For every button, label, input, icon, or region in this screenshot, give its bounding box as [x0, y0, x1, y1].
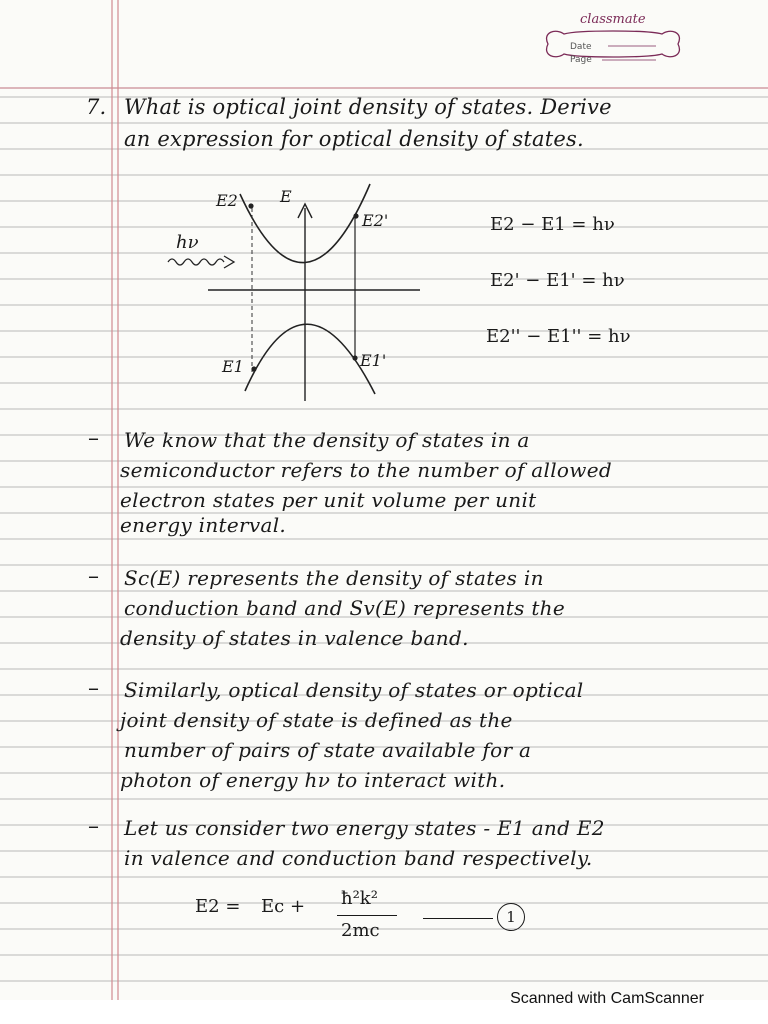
paragraph-1-line-3: electron states per unit volume per unit [120, 488, 537, 512]
formula-numerator: ħ²k² [341, 888, 378, 909]
paragraph-3-line-4: photon of energy hν to interact with. [120, 768, 506, 792]
paragraph-4-line-2: in valence and conduction band respectively. [124, 846, 593, 870]
formula-block [195, 888, 535, 952]
label-e: E [280, 187, 292, 206]
fraction-bar [337, 915, 397, 916]
question-number: 7. [86, 95, 107, 119]
paragraph-2-line-1: Sc(E) represents the density of states in [124, 566, 544, 590]
page-label: Page [570, 55, 592, 65]
equation-number: 1 [497, 903, 525, 931]
question-line-1: What is optical joint density of states. Derive [124, 95, 612, 119]
formula-dash [423, 918, 493, 919]
paragraph-2-line-2: conduction band and Sv(E) represents the [124, 596, 566, 620]
label-e1-prime: E1' [360, 351, 387, 370]
paragraph-3-line-3: number of pairs of state available for a [124, 738, 532, 762]
photon-wave-icon [168, 259, 224, 265]
bullet-dash: – [88, 564, 99, 589]
paragraph-3-line-2: joint density of state is defined as the [120, 708, 513, 732]
band-diagram [150, 176, 430, 404]
label-hv: hν [176, 232, 199, 253]
point-e2 [248, 203, 253, 208]
paragraph-2-line-3: density of states in valence band. [120, 626, 469, 650]
bullet-dash: – [88, 426, 99, 451]
label-e1: E1 [222, 357, 244, 376]
point-e1-prime [352, 355, 357, 360]
equation-2: E2' − E1' = hν [490, 270, 625, 291]
date-label: Date [570, 42, 592, 52]
label-e2-prime: E2' [362, 211, 389, 230]
bullet-dash: – [88, 676, 99, 701]
photon-arrow-icon [224, 256, 234, 268]
formula-lhs: E2 = [195, 896, 241, 917]
paragraph-1-line-4: energy interval. [120, 513, 287, 537]
paragraph-4-line-1: Let us consider two energy states - E1 and E2 [124, 816, 605, 840]
formula-term: Ec + [261, 896, 306, 917]
scanner-watermark: Scanned with CamScanner [510, 990, 704, 1007]
equation-1: E2 − E1 = hν [490, 214, 615, 235]
formula-denominator: 2mc [341, 920, 380, 941]
brand-logo-text: classmate [580, 12, 646, 27]
paragraph-1-line-1: We know that the density of states in a [124, 428, 530, 452]
label-e2: E2 [216, 191, 238, 210]
question-line-2: an expression for optical density of states. [124, 127, 584, 151]
paragraph-1-line-2: semiconductor refers to the number of allowed [120, 458, 612, 482]
notebook-header [538, 12, 688, 76]
paragraph-3-line-1: Similarly, optical density of states or optical [124, 678, 584, 702]
bullet-dash: – [88, 814, 99, 839]
point-e2-prime [353, 213, 358, 218]
equation-3: E2'' − E1'' = hν [486, 326, 631, 347]
point-e1 [251, 366, 256, 371]
